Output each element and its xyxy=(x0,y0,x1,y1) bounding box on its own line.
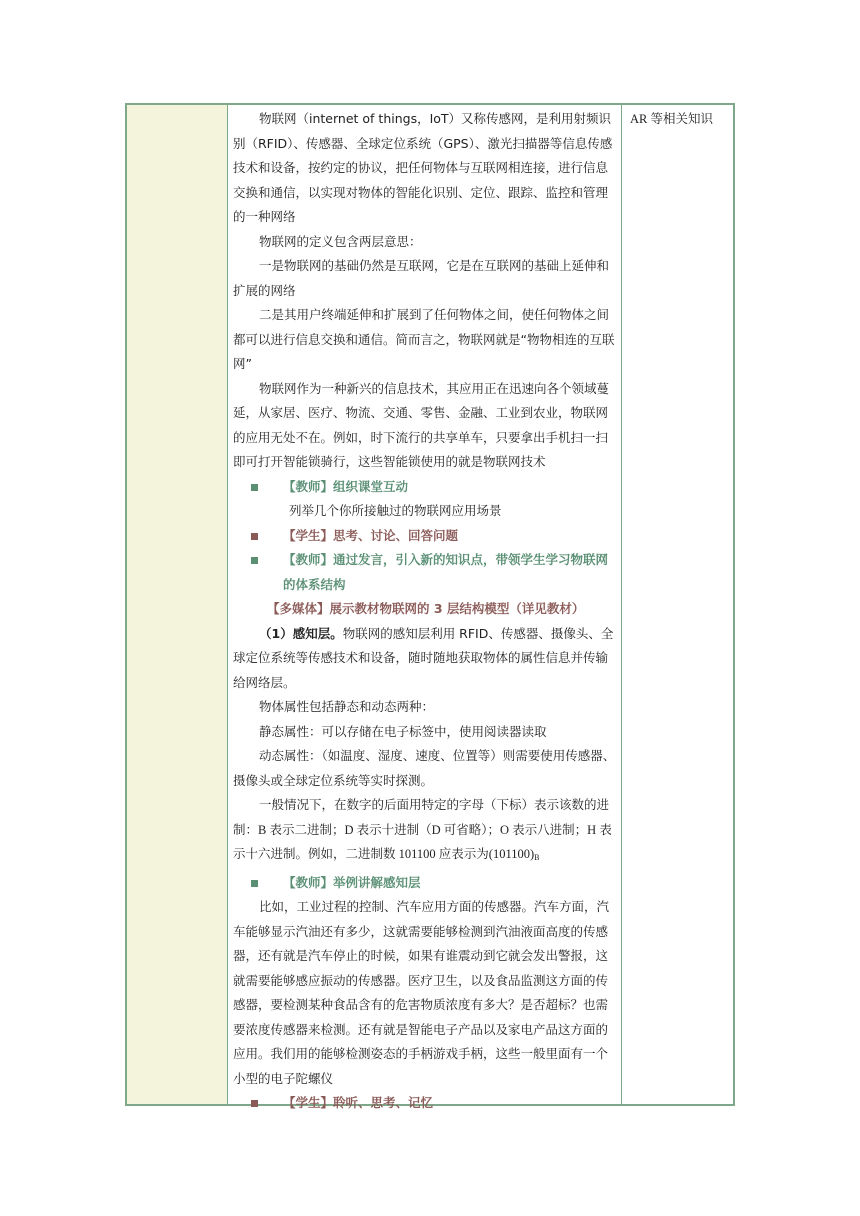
iot-applications: 物联网作为一种新兴的信息技术，其应用正在迅速向各个领域蔓延，从家居、医疗、物流、交通、零售、金融、工业到农业，物联网的应用无处不在。例如，时下流行的共享单车，只要拿出手机扫一扫即可打开智能锁骑行，这些智能锁使用的就是物联网技术 xyxy=(233,380,610,469)
definition-intro: 物联网的定义包含两层意思： xyxy=(259,233,422,249)
bullet-text: 【教师】通过发言，引入新的知识点，带领学生学习物联网的体系结构 xyxy=(283,552,609,592)
right-note: AR 等相关知识 xyxy=(630,112,713,126)
left-column xyxy=(127,105,228,1104)
static-attributes: 静态属性：可以存储在电子标签中，使用阅读器读取 xyxy=(259,723,547,739)
meaning-two: 二是其用户终端延伸和扩展到了任何物体之间，使任何物体之间都可以进行信息交换和通信。简而言之，物联网就是“物物相连的互联网” xyxy=(233,307,615,371)
discussion-question: 列举几个你所接触过的物联网应用场景 xyxy=(289,503,502,518)
number-base-text: 一般情况下，在数字的后面用特定的字母（下标）表示该数的进制：B 表示二进制；D 表示十进制（D 可省略）；O 表示八进制；H 表示十六进制。例如，二进制数 101100 应表示为(101100) xyxy=(233,798,612,861)
perception-layer xyxy=(233,622,617,696)
teacher-step-architecture xyxy=(233,548,617,597)
perception-layer-heading: （1）感知层。 xyxy=(259,625,343,641)
bullet-text: 【教师】组织课堂互动 xyxy=(283,478,409,494)
bullet-text: 【学生】聆听、思考、记忆 xyxy=(283,1095,434,1110)
column-divider xyxy=(621,105,622,1104)
teacher-step-examples xyxy=(233,871,617,896)
dynamic-attributes: 动态属性：（如温度、湿度、速度、位置等）则需要使用传感器、摄像头或全球定位系统等实时探测。 xyxy=(233,748,616,788)
sensor-examples: 比如，工业过程的控制、汽车应用方面的传感器。汽车方面，汽车能够显示汽油还有多少，这就需要能够检测到汽油液面高度的传感器，还有就是汽车停止的时候，如果有谁震动到它就会发出警报，这就需要能够感应振动的传感器。医疗卫生，以及食品监测这方面的传感器，要检测某种食品含有的危害物质浓度有多大？是否超标？也需要浓度传感器来检测。还有就是智能电子产品以及家电产品这方面的应用。我们用的能够检测姿态的手柄游戏手柄，这些一般里面有一个小型的电子陀螺仪 xyxy=(233,899,610,1086)
square-bullet-icon xyxy=(251,533,258,540)
perception-layer-text: 物联网的感知层利用 RFID、传感器、摄像头、全球定位系统等传感技术和设备，随时随地获取物体的属性信息并传输给网络层。 xyxy=(233,625,614,690)
square-bullet-icon xyxy=(251,557,258,564)
square-bullet-icon xyxy=(251,1100,258,1107)
bullet-text: 【学生】思考、讨论、回答问题 xyxy=(283,527,459,543)
student-step-listen xyxy=(233,1091,617,1116)
lesson-table xyxy=(125,103,735,1110)
iot-definition: 物联网（internet of things，IoT）又称传感网，是利用射频识别（RFID）、传感器、全球定位系统（GPS）、激光扫描器等信息传感技术和设备，按约定的协议，把任何物体与互联网相连接，进行信息交换和通信，以实现对物体的智能化识别、定位、跟踪、监控和管理的一种网络 xyxy=(233,111,613,224)
meaning-one: 一是物联网的基础仍然是互联网，它是在互联网的基础上延伸和扩展的网络 xyxy=(233,258,610,298)
square-bullet-icon xyxy=(251,880,258,887)
binary-subscript: B xyxy=(534,853,540,862)
attributes-intro: 物体属性包括静态和动态两种： xyxy=(259,699,435,714)
student-step-discuss xyxy=(233,524,617,549)
multimedia-note: 【多媒体】展示教材物联网的 3 层结构模型（详见教材） xyxy=(267,601,585,616)
bullet-text: 【教师】举例讲解感知层 xyxy=(283,874,421,890)
number-base-note xyxy=(233,793,617,871)
square-bullet-icon xyxy=(251,484,258,491)
teacher-step-interaction xyxy=(233,475,617,500)
content-column xyxy=(233,107,617,1116)
